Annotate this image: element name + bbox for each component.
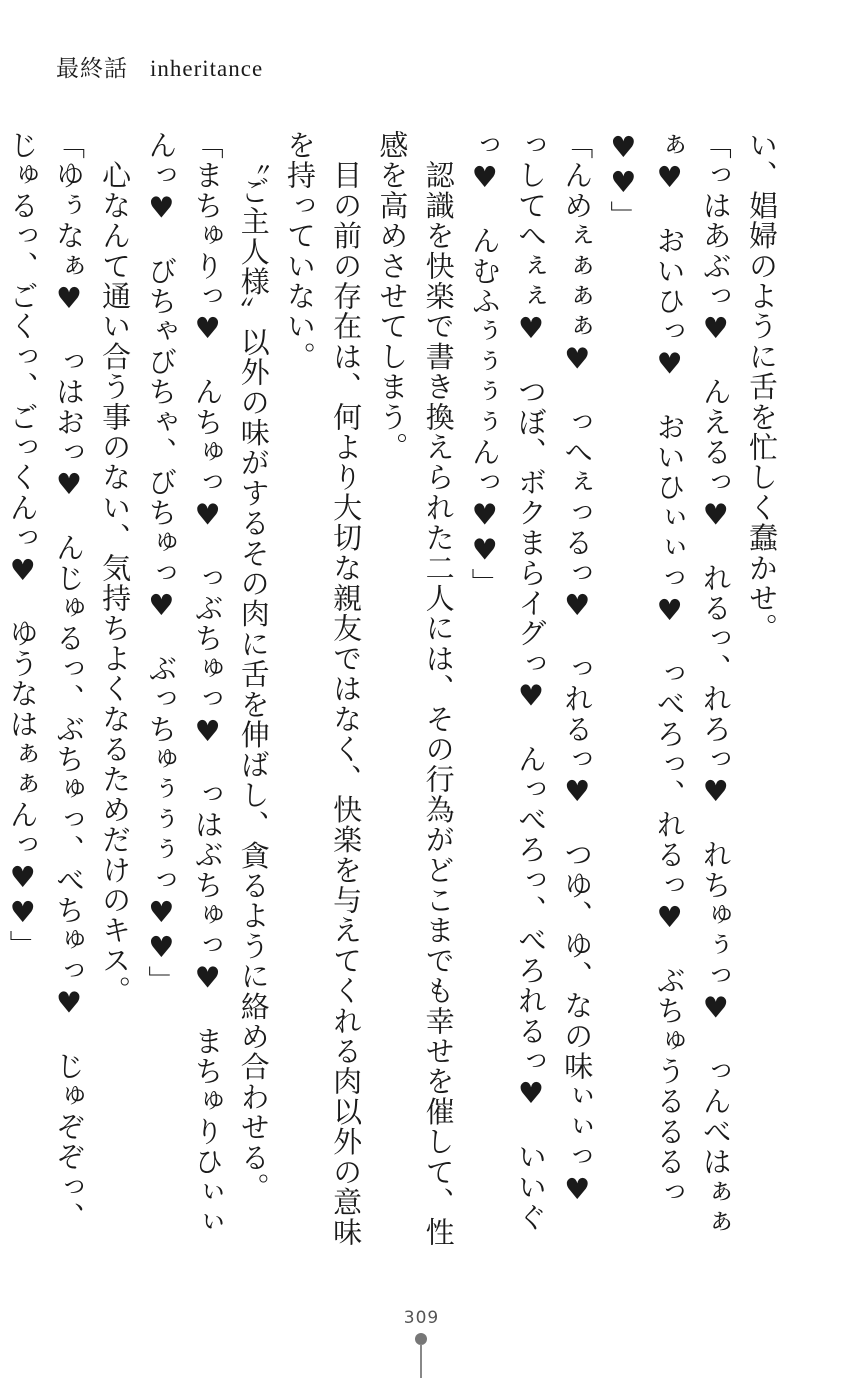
paragraph: 〝ご主人様〟以外の味がするその肉に舌を伸ばし、貪るように絡め合わせる。 (236, 130, 271, 1203)
body-text (5, 130, 785, 1260)
paragraph: い、娼婦のように舌を忙しく蠢かせ。 (745, 130, 779, 644)
chapter-title: inheritance (150, 56, 264, 81)
paragraph: 心なんて通い合う事のない、気持ちよくなるためだけのキス。 (98, 130, 133, 1006)
paragraph: 「んめぇぁぁぁ♥ っへぇっるっ♥ っれるっ♥ つゆ、ゆ、なの味ぃぃっ♥ っしてへぇぇ♥ つぼ、ボクまらイグっ♥ んっべろっ、べろれるっ♥ いいぐっ♥ んむふぅぅぅぅんっ♥♥」 (467, 130, 595, 1238)
paragraph: 認識を快楽で書き換えられた二人には、その行為がどこまでも幸せを催して、性感を高めさせてしまう。 (375, 130, 456, 1248)
page-number: 309 (403, 1308, 440, 1328)
paragraph: 目の前の存在は、何より大切な親友ではなく、快楽を与えてくれる肉以外の意味を持っていない。 (282, 130, 364, 1248)
marker-line (420, 1344, 422, 1378)
chapter-label: 最終話 (56, 56, 128, 82)
page-marker-ornament (415, 1333, 427, 1378)
paragraph: 「っはあぶっ♥ んえるっ♥ れるっ、れろっ♥ れちゅぅっ♥ っんべはぁぁぁ♥ おいひっ♥ おいひぃぃっ♥ っべろっ、れるっ♥ ぶちゅうるるるっ♥♥」 (606, 130, 733, 1238)
paragraph: 「まちゅりっ♥ んちゅっ♥ っぶちゅっ♥ っはぶちゅっ♥ まちゅりひぃぃんっ♥ びちゃびちゃ、びちゅっ♥ ぶっちゅぅぅぅっ♥♥」 (144, 130, 225, 1238)
running-head (56, 50, 263, 83)
paragraph: 「ゆぅなぁ♥ っはおっ♥ んじゅるっ、ぶちゅっ、べちゅっ♥ じゅぞぞっ、じゅるっ、ごくっ、ごっくんっ♥ ゆうなはぁぁんっ♥♥」 (5, 130, 86, 1233)
